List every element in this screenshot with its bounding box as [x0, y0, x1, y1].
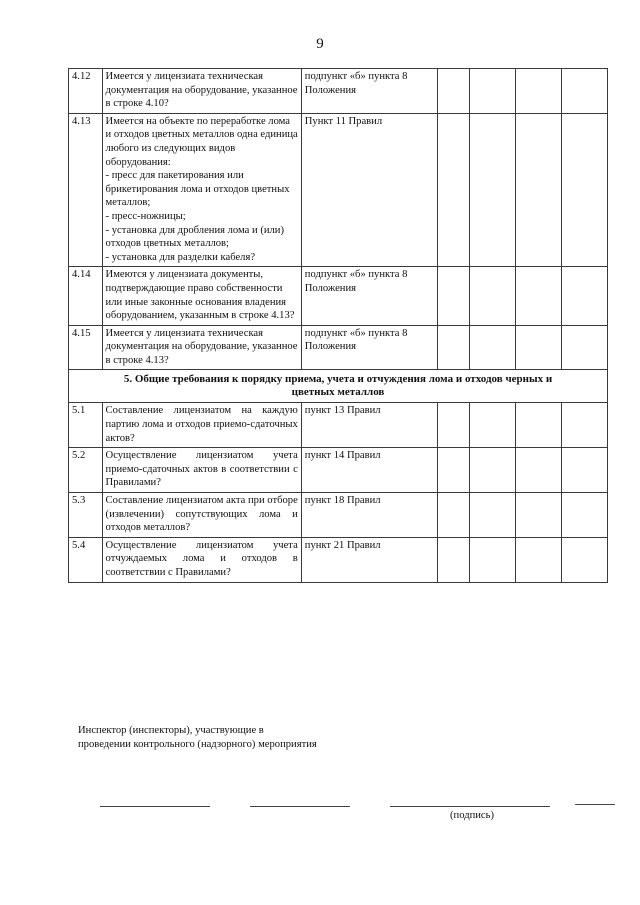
signature-line [100, 806, 210, 807]
answer-cell [515, 325, 561, 370]
section-title: 5. Общие требования к порядку приема, учета и отчуждения лома и отходов черных и цветных металлов [69, 370, 608, 403]
answer-cell [438, 113, 469, 267]
table-row [69, 537, 608, 582]
answer-cell [561, 448, 607, 493]
row-question: Составление лицензиатом на каждую партию лома и отходов приемо-сдаточных актов? [102, 403, 301, 448]
row-number: 4.15 [69, 325, 103, 370]
table-row [69, 113, 608, 267]
answer-cell [515, 267, 561, 325]
answer-cell [561, 267, 607, 325]
signature-caption: (подпись) [450, 810, 494, 821]
row-number: 4.12 [69, 69, 103, 114]
row-number: 5.2 [69, 448, 103, 493]
signature-line [250, 806, 350, 807]
row-question: Имеется у лицензиата техническая документация на оборудование, указанное в строке 4.10? [102, 69, 301, 114]
table-row [69, 325, 608, 370]
answer-cell [561, 69, 607, 114]
row-question: Осуществление лицензиатом учета отчуждаемых лома и отходов в соответствии с Правилами? [102, 537, 301, 582]
checklist-table [68, 68, 608, 583]
row-reference: Пункт 11 Правил [301, 113, 437, 267]
answer-cell [515, 448, 561, 493]
answer-cell [469, 537, 515, 582]
answer-cell [438, 325, 469, 370]
signature-line [575, 804, 615, 805]
checklist-rows-section-5 [69, 403, 608, 582]
answer-cell [561, 537, 607, 582]
answer-cell [438, 537, 469, 582]
answer-cell [469, 448, 515, 493]
row-number: 5.3 [69, 493, 103, 538]
row-reference: пункт 18 Правил [301, 493, 437, 538]
answer-cell [469, 403, 515, 448]
row-question: Имеется на объекте по переработке лома и отходов цветных металлов одна единица любого из следующих видов оборудования: - пресс для пакетирования или брикетирования лома и отходов цветных металлов; - пресс-ножницы; - установка для дробления лома и (или) отходов цветных металлов; - установка для разделки кабеля? [102, 113, 301, 267]
page-number: 9 [316, 36, 324, 52]
row-number: 5.1 [69, 403, 103, 448]
answer-cell [469, 493, 515, 538]
row-reference: подпункт «б» пункта 8 Положения [301, 267, 437, 325]
row-reference: пункт 13 Правил [301, 403, 437, 448]
signature-line [390, 806, 550, 807]
checklist-rows-section-4 [69, 69, 608, 370]
answer-cell [438, 448, 469, 493]
row-reference: подпункт «б» пункта 8 Положения [301, 325, 437, 370]
answer-cell [438, 69, 469, 114]
answer-cell [561, 493, 607, 538]
table-row [69, 267, 608, 325]
table-row [69, 403, 608, 448]
table-row [69, 493, 608, 538]
row-question: Составление лицензиатом акта при отборе (извлечении) сопутствующих лома и отходов металлов? [102, 493, 301, 538]
row-question: Имеются у лицензиата документы, подтверждающие право собственности или иные законные основания владения оборудованием, указанным в строке 4.13? [102, 267, 301, 325]
answer-cell [515, 113, 561, 267]
row-reference: пункт 21 Правил [301, 537, 437, 582]
answer-cell [438, 493, 469, 538]
answer-cell [561, 403, 607, 448]
answer-cell [515, 493, 561, 538]
answer-cell [515, 403, 561, 448]
row-number: 4.14 [69, 267, 103, 325]
section-header-row [69, 370, 608, 403]
row-number: 5.4 [69, 537, 103, 582]
inspector-label: Инспектор (инспекторы), участвующие в проведении контрольного (надзорного) мероприятия [78, 725, 317, 750]
row-question: Имеется у лицензиата техническая документация на оборудование, указанное в строке 4.13? [102, 325, 301, 370]
answer-cell [469, 69, 515, 114]
answer-cell [469, 267, 515, 325]
row-number: 4.13 [69, 113, 103, 267]
answer-cell [515, 69, 561, 114]
answer-cell [515, 537, 561, 582]
row-question: Осуществление лицензиатом учета приемо-сдаточных актов в соответствии с Правилами? [102, 448, 301, 493]
answer-cell [469, 113, 515, 267]
answer-cell [469, 325, 515, 370]
answer-cell [438, 403, 469, 448]
answer-cell [561, 113, 607, 267]
answer-cell [438, 267, 469, 325]
row-reference: пункт 14 Правил [301, 448, 437, 493]
answer-cell [561, 325, 607, 370]
row-reference: подпункт «б» пункта 8 Положения [301, 69, 437, 114]
table-row [69, 69, 608, 114]
table-row [69, 448, 608, 493]
